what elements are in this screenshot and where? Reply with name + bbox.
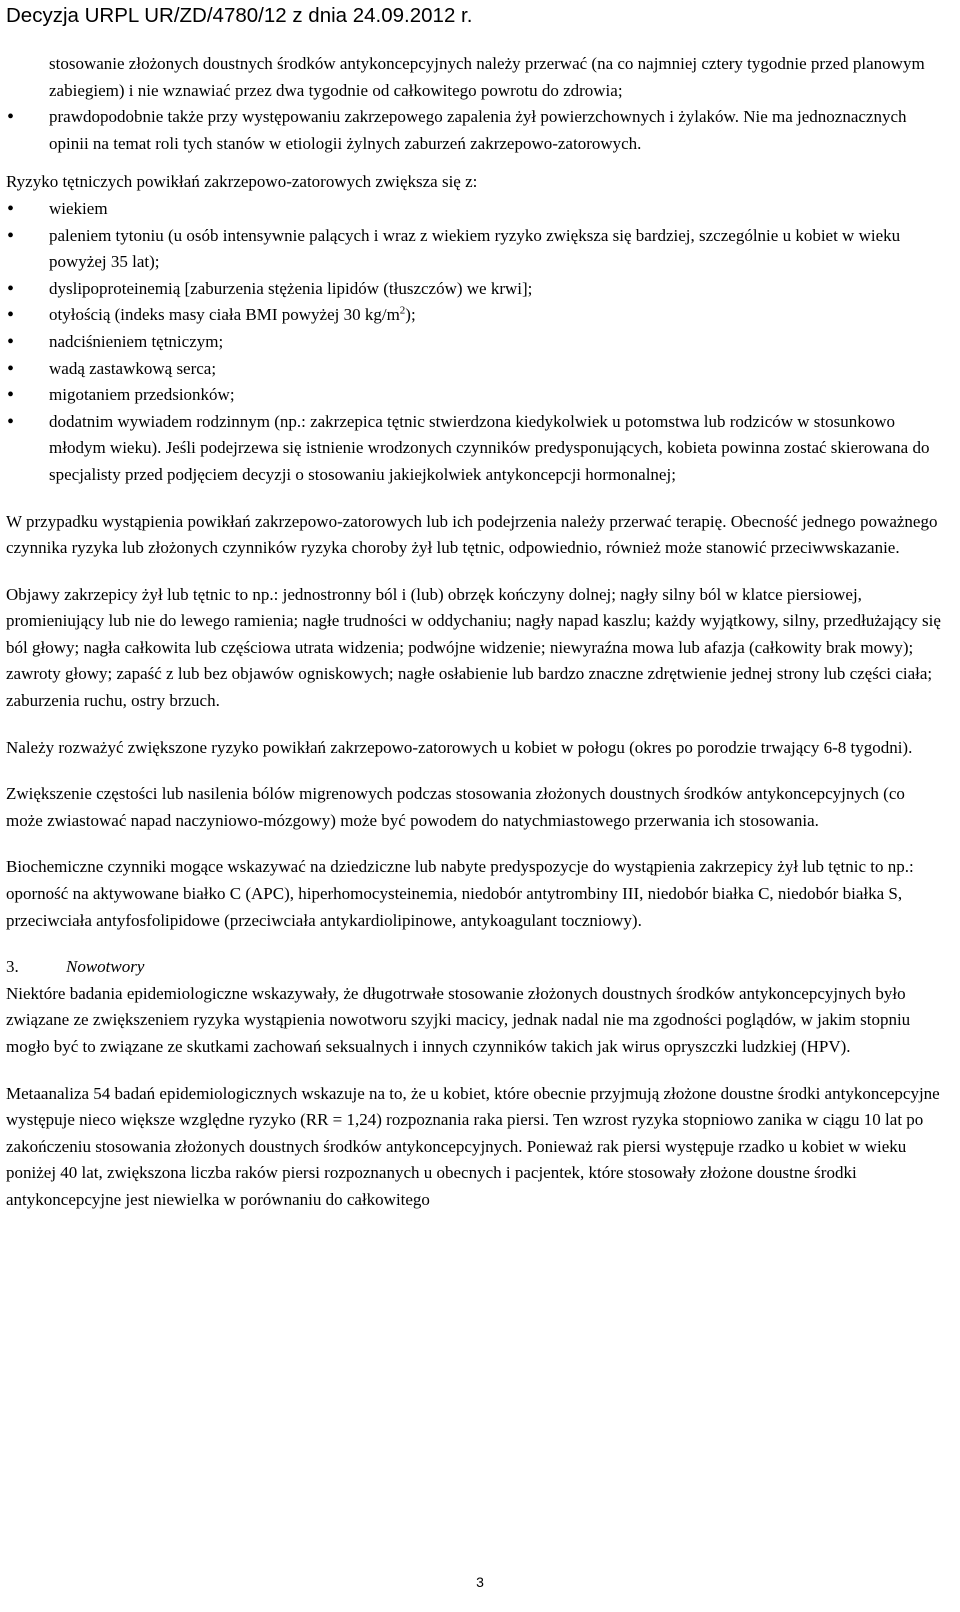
paragraph-breast: Metaanaliza 54 badań epidemiologicznych wskazuje na to, że u kobiet, które obecnie przyjmują złożone doustne środki antykoncepcyjne występuje nieco większe względne ryzyko (RR = 1,24) rozpoznania raka piersi. Ten wzrost ryzyka stopniowo zanika w ciągu 10 lat po zakończeniu stosowania złożonych doustnych środków antykoncepcyjnych. Ponieważ rak piersi występuje rzadko u kobiet w wieku poniżej 40 lat, zwiększona liczba raków piersi rozpoznanych u obecnych i pacjentek, które stosowały złożone doustne środki antykoncepcyjne jest niewielka w porównaniu do całkowitego <box>6 1083 940 1209</box>
list-item: • nadciśnieniem tętniczym; <box>6 329 942 356</box>
page-number: 3 <box>476 1574 484 1590</box>
paragraph-symptoms: Objawy zakrzepicy żył lub tętnic to np.: jednostronny ból i (lub) obrzęk kończyny dolnej; nagły silny ból w klatce piersiowej, promieniujący lub nie do lewego ramienia; nagłe trudności w oddychaniu; nagły napad kaszlu; każdy wyjątkowy, silny, przedłużający się ból głowy; nagła całkowita lub częściowa utrata widzenia; podwójne widzenie; niewyraźna mowa lub afazja (całkowity brak mowy); zawroty głowy; zapaść z lub bez objawów ogniskowych; nagłe osłabienie lub bardzo znaczne zdrętwienie jednej strony lub części ciała; zaburzenia ruchu, ostry brzuch. <box>6 584 941 711</box>
superscript: 2 <box>399 304 406 317</box>
page-header: Decyzja URPL UR/ZD/4780/12 z dnia 24.09.2012 r. <box>6 4 473 27</box>
list-item: • dyslipoproteinemią [zaburzenia stężenia lipidów (tłuszczów) we krwi]; <box>6 276 942 303</box>
list-item: • wadą zastawkową serca; <box>6 356 942 383</box>
paragraph-complications: W przypadku wystąpienia powikłań zakrzepowo-zatorowych lub ich podejrzenia należy przerwać terapię. Obecność jednego poważnego czynnika ryzyka lub złożonych czynników ryzyka choroby żył lub tętnic, odpowiednio, również może stanowić przeciwwskazanie. <box>6 511 938 558</box>
paragraph-cervical: Niektóre badania epidemiologiczne wskazywały, że długotrwałe stosowanie złożonych doustnych środków antykoncepcyjnych było związane ze zwiększeniem ryzyka wystąpienia nowotworu szyjki macicy, jednak nadal nie ma zgodności poglądów, w jakim stopniu mogło być to związane ze skutkami zachowań seksualnych i innych czynników takich jak wirus opryszczki ludzkiej (HPV). <box>6 983 911 1056</box>
arterial-risk-intro: Ryzyko tętniczych powikłań zakrzepowo-zatorowych zwiększa się z: <box>6 172 478 192</box>
section-title: Nowotwory <box>66 957 145 977</box>
list-item: • prawdopodobnie także przy występowaniu zakrzepowego zapalenia żył powierzchownych i żylaków. Nie ma jednoznacznych opinii na temat roli tych stanów w etiologii żylnych zaburzeń zakrzepowo-zatorowych. <box>6 104 942 157</box>
list-item: • wiekiem <box>6 196 942 223</box>
section-heading <box>6 954 942 981</box>
paragraph-biochemical: Biochemiczne czynniki mogące wskazywać na dziedziczne lub nabyte predyspozycje do wystąpienia zakrzepicy żył lub tętnic to np.: oporność na aktywowane białko C (APC), hiperhomocysteinemia, niedobór antytrombiny III, niedobór białka C, niedobór białka S, przeciwciała antyfosfolipidowe (przeciwciała antykardiolipinowe, antykoagulant toczniowy). <box>6 857 914 930</box>
paragraph-migraine: Zwiększenie częstości lub nasilenia bólów migrenowych podczas stosowania złożonych doustnych środków antykoncepcyjnych (co może zwiastować napad naczyniowo-mózgowy) może być powodem do natychmiastowego przerwania ich stosowania. <box>6 784 905 830</box>
continued-paragraph: stosowanie złożonych doustnych środków antykoncepcyjnych należy przerwać (na co najmniej cztery tygodnie przed planowym zabiegiem) i nie wznawiać przez dwa tygodnie od całkowitego powrotu do zdrowia; <box>49 54 925 100</box>
obesity-text-end: ); <box>405 305 416 325</box>
list-item: • dodatnim wywiadem rodzinnym (np.: zakrzepica tętnic stwierdzona kiedykolwiek u potomstwa lub rodziców w stosunkowo młodym wieku). Jeśli podejrzewa się istnienie wrodzonych czynników predysponujących, kobieta powinna zostać skierowana do specjalisty przed podjęciem decyzji o stosowaniu jakiejkolwiek antykoncepcji hormonalnej; <box>6 409 942 489</box>
paragraph-postpartum: Należy rozważyć zwiększone ryzyko powikłań zakrzepowo-zatorowych u kobiet w połogu (okres po porodzie trwający 6-8 tygodni). <box>6 737 913 757</box>
list-item-obesity <box>6 302 942 329</box>
venous-risk-list <box>6 104 942 157</box>
page-content <box>6 51 942 1214</box>
obesity-text: otyłością (indeks masy ciała BMI powyżej 30 kg/m <box>49 305 400 325</box>
arterial-risk-list <box>6 196 942 489</box>
list-item: • paleniem tytoniu (u osób intensywnie palących i wraz z wiekiem ryzyko zwiększa się bardziej, szczególnie u kobiet w wieku powyżej 35 lat); <box>6 223 942 276</box>
section-number: 3. <box>6 957 19 977</box>
list-item: • migotaniem przedsionków; <box>6 382 942 409</box>
